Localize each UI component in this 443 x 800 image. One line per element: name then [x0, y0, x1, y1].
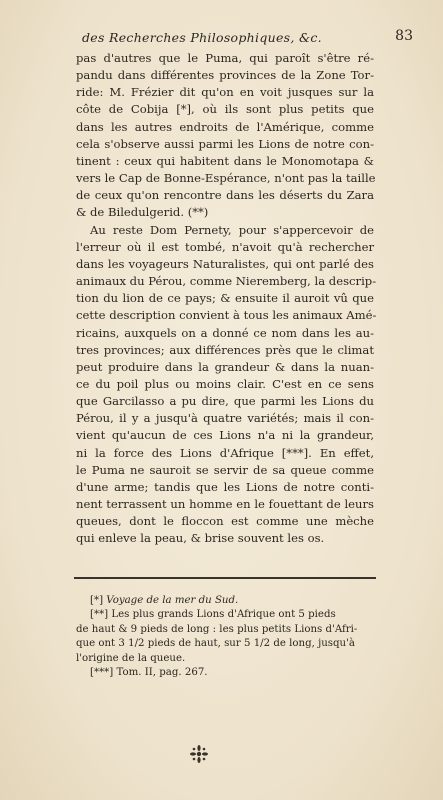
text-line: queues, dont le floccon est comme une mèche	[76, 514, 374, 529]
text-line: que Garcilasso a pu dire, que parmi les Lions du	[76, 394, 374, 409]
text-line: tinent : ceux qui habitent dans le Monomotapa &	[76, 153, 374, 168]
text-line: de ceux qu'on rencontre dans les déserts du Zara	[76, 188, 374, 203]
footnote-2-line: [**] Les plus grands Lions d'Afrique ont 5 pieds	[90, 609, 336, 621]
page-header	[82, 30, 413, 50]
footnote-2-line: de haut & 9 pieds de long : les plus petits Lions d'Afri-	[76, 623, 358, 635]
text-line: Pérou, il y a jusqu'à quatre variétés; mais il con-	[76, 411, 374, 426]
main-text	[76, 50, 377, 548]
footnote-1-text: Voyage de la mer du Sud.	[106, 595, 239, 606]
text-line: nent terrassent un homme en le fouettant de leurs	[76, 497, 374, 512]
page-number: 83	[395, 28, 413, 44]
text-line: ride: M. Frézier dit qu'on en voit jusques sur la	[76, 85, 374, 100]
text-line: cela s'observe aussi parmi les Lions de notre con-	[76, 136, 374, 151]
text-line: ricains, auxquels on a donné ce nom dans les au-	[76, 325, 374, 340]
text-line: côte de Cobija [*], où ils sont plus petits que	[76, 102, 374, 117]
text-line: d'une arme; tandis que les Lions de notre conti-	[76, 479, 374, 494]
text-line: pas d'autres que le Puma, qui paroît s'être ré-	[76, 51, 374, 65]
text-line: dans les voyageurs Naturalistes, qui ont parlé des	[76, 256, 374, 271]
fleuron-ornament-icon	[189, 744, 209, 764]
text-line: vers le Cap de Bonne-Espérance, n'ont pas la taille	[76, 171, 376, 186]
text-line: tres provinces; aux différences près que le climat	[76, 342, 374, 357]
paragraph-1	[76, 50, 374, 222]
footnotes	[76, 594, 374, 680]
text-line: dans les autres endroits de l'Amérique, comme	[76, 119, 374, 134]
text-line: qui enleve la peau, & brise souvent les os.	[76, 531, 325, 546]
paragraph-2	[76, 222, 377, 548]
footnote-2-line: que ont 3 1/2 pieds de haut, sur 5 1/2 de long, jusqu'à	[76, 638, 355, 650]
running-title: des Recherches Philosophiques, &c.	[82, 30, 322, 45]
text-line: ni la force des Lions d'Afrique [***]. En effet,	[76, 445, 374, 460]
text-line: peut produire dans la grandeur & dans la nuan-	[76, 359, 374, 374]
text-line: vient qu'aucun de ces Lions n'a ni la grandeur,	[76, 428, 374, 443]
footnote-divider	[74, 577, 376, 579]
text-line: l'erreur où il est tombé, n'avoit qu'à rechercher	[76, 239, 374, 254]
text-line: cette description convient à tous les animaux Amé-	[76, 308, 377, 323]
text-line: le Puma ne sauroit se servir de sa queue comme	[76, 462, 374, 477]
text-line: & de Biledulgerid. (**)	[76, 205, 209, 220]
text-line: ce du poil plus ou moins clair. C'est en ce sens	[76, 376, 374, 391]
footnote-1-mark: [*]	[90, 595, 104, 606]
text-line: animaux du Pérou, comme Nieremberg, la descrip-	[76, 274, 377, 289]
footnote-3: [***] Tom. II, pag. 267.	[90, 667, 208, 679]
footnote-2-line: l'origine de la queue.	[76, 652, 186, 664]
text-line: tion du lion de ce pays; & ensuite il auroit vû que	[76, 291, 374, 306]
text-line: Au reste Dom Pernety, pour s'appercevoir de	[90, 222, 374, 237]
footnote-1	[76, 594, 374, 608]
text-line: pandu dans différentes provinces de la Zone Tor-	[76, 68, 374, 83]
